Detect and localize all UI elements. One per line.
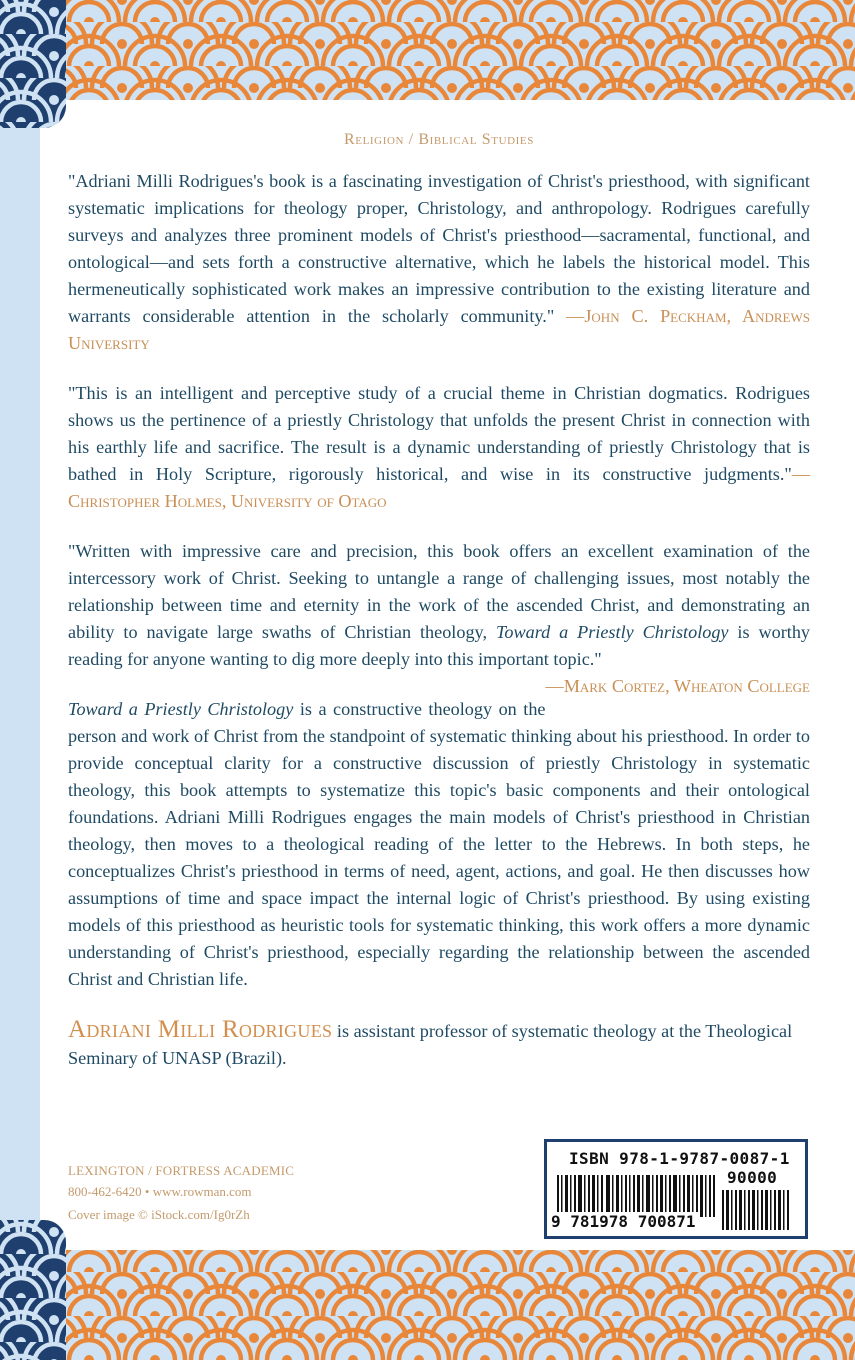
bottom-navy-corner-tile [0, 1220, 66, 1360]
top-wave-pattern-band [0, 0, 855, 100]
endorsement-text: "Adriani Milli Rodrigues's book is a fascinating investigation of Christ's priesthood, with significant systematic implications for theology proper, Christology, and anthropology. Rodrigues carefully surveys and analyzes three prominent models of Christ's priesthood—sacramental, functional, and ontological—and sets forth a constructive alternative, which he labels the historical model. This hermeneutically sophisticated work makes an impressive contribution to the existing literature and warrants considerable attention in the scholarly community." [68, 171, 810, 326]
price-code: 90000 [727, 1168, 778, 1187]
publisher-info [68, 1160, 294, 1225]
endorsement-attribution: —John C. Peckham, Andrews University [68, 306, 810, 353]
publisher-name: LEXINGTON / FORTRESS ACADEMIC [68, 1163, 295, 1178]
book-title-italic: Toward a Priestly Christology [495, 622, 729, 642]
ean-number: 9 781978 700871 [551, 1212, 696, 1231]
isbn-label: ISBN 978-1-9787-0087-1 [569, 1149, 790, 1168]
back-cover-content [68, 100, 810, 1090]
left-blue-strip [0, 0, 40, 1360]
author-bio-text: is assistant professor of systematic theology at the Theological Seminary of UNASP (Brazil). [68, 1021, 793, 1068]
endorsement-text: "This is an intelligent and perceptive study of a crucial theme in Christian dogmatics. Rodrigues shows us the pertinence of a priestly Christology that unfolds the present Christ in connection with his earthly life and sacrifice. The result is a dynamic understanding of priestly Christology that is bathed in Holy Scripture, rigorously historical, and wise in its constructive judgments." [68, 383, 810, 484]
top-navy-corner-tile [0, 0, 66, 128]
category-label: Religion / Biblical Studies [344, 131, 534, 148]
cover-image-credit: Cover image © iStock.com/Ig0rZh [68, 1207, 250, 1222]
navy-wave-pattern-icon [0, 1220, 66, 1360]
endorsement-text: is worthy reading for anyone wanting to dig more deeply into this important topic." [68, 622, 811, 669]
seigaiha-wave-pattern-icon [0, 1250, 855, 1360]
endorsement-3 [68, 538, 811, 696]
endorsement-attribution: —Christopher Holmes, University of Otago [68, 464, 810, 511]
isbn-barcode [544, 1139, 808, 1239]
seigaiha-wave-pattern-icon [0, 0, 855, 100]
author-bio [68, 1016, 810, 1072]
addon-barcode-icon [722, 1190, 792, 1230]
endorsement-attribution: —Mark Cortez, Wheaton College [545, 676, 810, 696]
author-name: Adriani Milli Rodrigues [68, 1016, 333, 1043]
book-title-italic: Toward a Priestly Christology [68, 699, 294, 719]
publisher-contact: 800-462-6420 • www.rowman.com [68, 1184, 252, 1199]
endorsement-text: "Written with impressive care and precision, this book offers an excellent examination of the intercessory work of Christ. Seeking to untangle a range of challenging issues, most notably the relationship between time and eternity in the work of the ascended Christ, and demonstrating an ability to navigate large swaths of Christian theology, [68, 541, 810, 642]
endorsement-1 [68, 168, 810, 357]
bottom-wave-pattern-band [0, 1250, 855, 1360]
ean-barcode-icon [557, 1175, 717, 1217]
book-description [68, 696, 810, 993]
navy-wave-pattern-icon [0, 0, 66, 128]
endorsement-2 [68, 380, 810, 515]
description-text: is a constructive theology on the person and work of Christ from the standpoint of systematic thinking about his priesthood. In order to provide conceptual clarity for a constructive discussion of priestly Christology in systematic theology, this book attempts to systematize this topic's basic components and their ontological foundations. Adriani Milli Rodrigues engages the main models of Christ's priesthood in Christian theology, then moves to a theological reading of the letter to the Hebrews. In both steps, he conceptualizes Christ's priesthood in terms of need, agent, actions, and goal. He then discusses how assumptions of time and space impact the internal logic of Christ's priesthood. By using existing models of this priesthood as heuristic tools for systematic thinking, this work offers a more dynamic understanding of Christ's priesthood, especially regarding the relationship between the ascended Christ and Christian life. [68, 699, 810, 989]
